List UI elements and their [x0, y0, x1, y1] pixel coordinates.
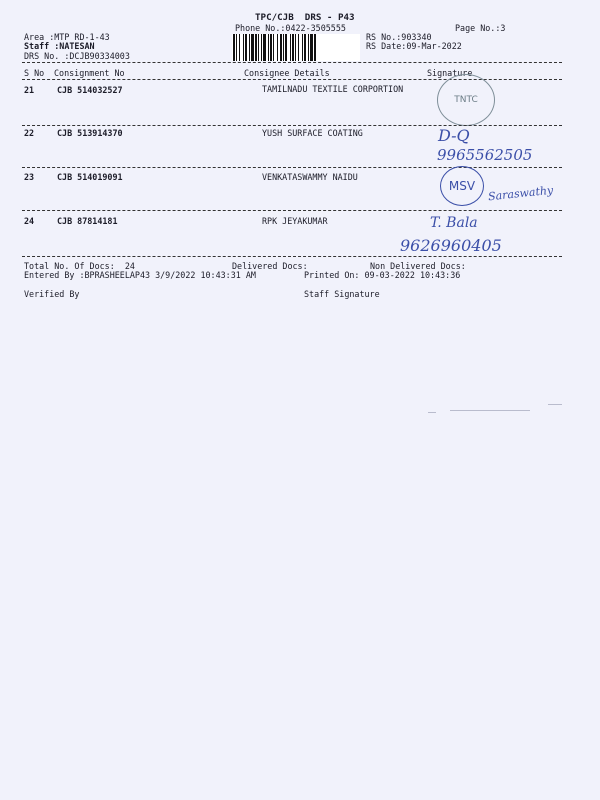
- round-stamp: MSV: [440, 166, 484, 206]
- scan-speck: [548, 404, 562, 405]
- row-sno: 24: [24, 216, 35, 226]
- staff-signature-label: Staff Signature: [304, 289, 380, 299]
- non-delivered-docs: Non Delivered Docs:: [370, 261, 466, 271]
- row-consignment: CJB 513914370: [57, 128, 123, 138]
- printed-on: Printed On: 09-03-2022 10:43:36: [304, 270, 461, 280]
- header-rule: [22, 62, 562, 63]
- sheet-title: TPC/CJB DRS - P43: [255, 12, 355, 23]
- scan-speck: [450, 410, 530, 411]
- row-consignee: RPK JEYAKUMAR: [262, 216, 328, 226]
- staff-name: Staff :NATESAN: [24, 41, 95, 51]
- row-rule: [22, 167, 562, 168]
- handwritten-phone: 9626960405: [400, 236, 502, 255]
- row-consignment: CJB 514019091: [57, 172, 123, 182]
- area-code: Area :MTP RD-1-43: [24, 32, 110, 42]
- table-bottom-rule: [22, 256, 562, 257]
- row-rule: [22, 125, 562, 126]
- handwritten-phone: 9965562505: [437, 146, 533, 164]
- column-header-consignment: Consignment No: [54, 68, 125, 78]
- row-consignee: VENKATASWAMMY NAIDU: [262, 172, 358, 182]
- phone-number: Phone No.:0422-3505555: [235, 23, 346, 33]
- row-rule: [22, 210, 562, 211]
- row-consignment: CJB 514032527: [57, 85, 123, 95]
- total-docs: Total No. Of Docs: 24: [24, 261, 135, 271]
- handwritten-name: T. Bala: [430, 215, 478, 231]
- round-stamp: TNTC: [437, 74, 495, 126]
- page-number: Page No.:3: [455, 23, 506, 33]
- row-sno: 22: [24, 128, 35, 138]
- row-consignee: TAMILNADU TEXTILE CORPORTION: [262, 84, 404, 94]
- barcode: [232, 34, 360, 61]
- scan-speck: [428, 412, 436, 413]
- row-consignee: YUSH SURFACE COATING: [262, 128, 363, 138]
- row-sno: 21: [24, 85, 35, 95]
- verified-by-label: Verified By: [24, 289, 80, 299]
- delivered-docs: Delivered Docs:: [232, 261, 308, 271]
- column-header-signature: Signature: [427, 68, 473, 78]
- entered-by: Entered By :BPRASHEELAP43 3/9/2022 10:43:31 AM: [24, 270, 256, 280]
- column-header-sno: S No: [24, 68, 45, 78]
- column-header-consignee: Consignee Details: [244, 68, 330, 78]
- handwritten-mark: D-Q: [438, 126, 470, 145]
- row-sno: 23: [24, 172, 35, 182]
- rs-number: RS No.:903340: [366, 32, 432, 42]
- row-consignment: CJB 87814181: [57, 216, 118, 226]
- rs-date: RS Date:09-Mar-2022: [366, 41, 462, 51]
- drs-number: DRS No. :DCJB90334003: [24, 51, 130, 61]
- handwritten-name: Saraswathy: [487, 183, 554, 204]
